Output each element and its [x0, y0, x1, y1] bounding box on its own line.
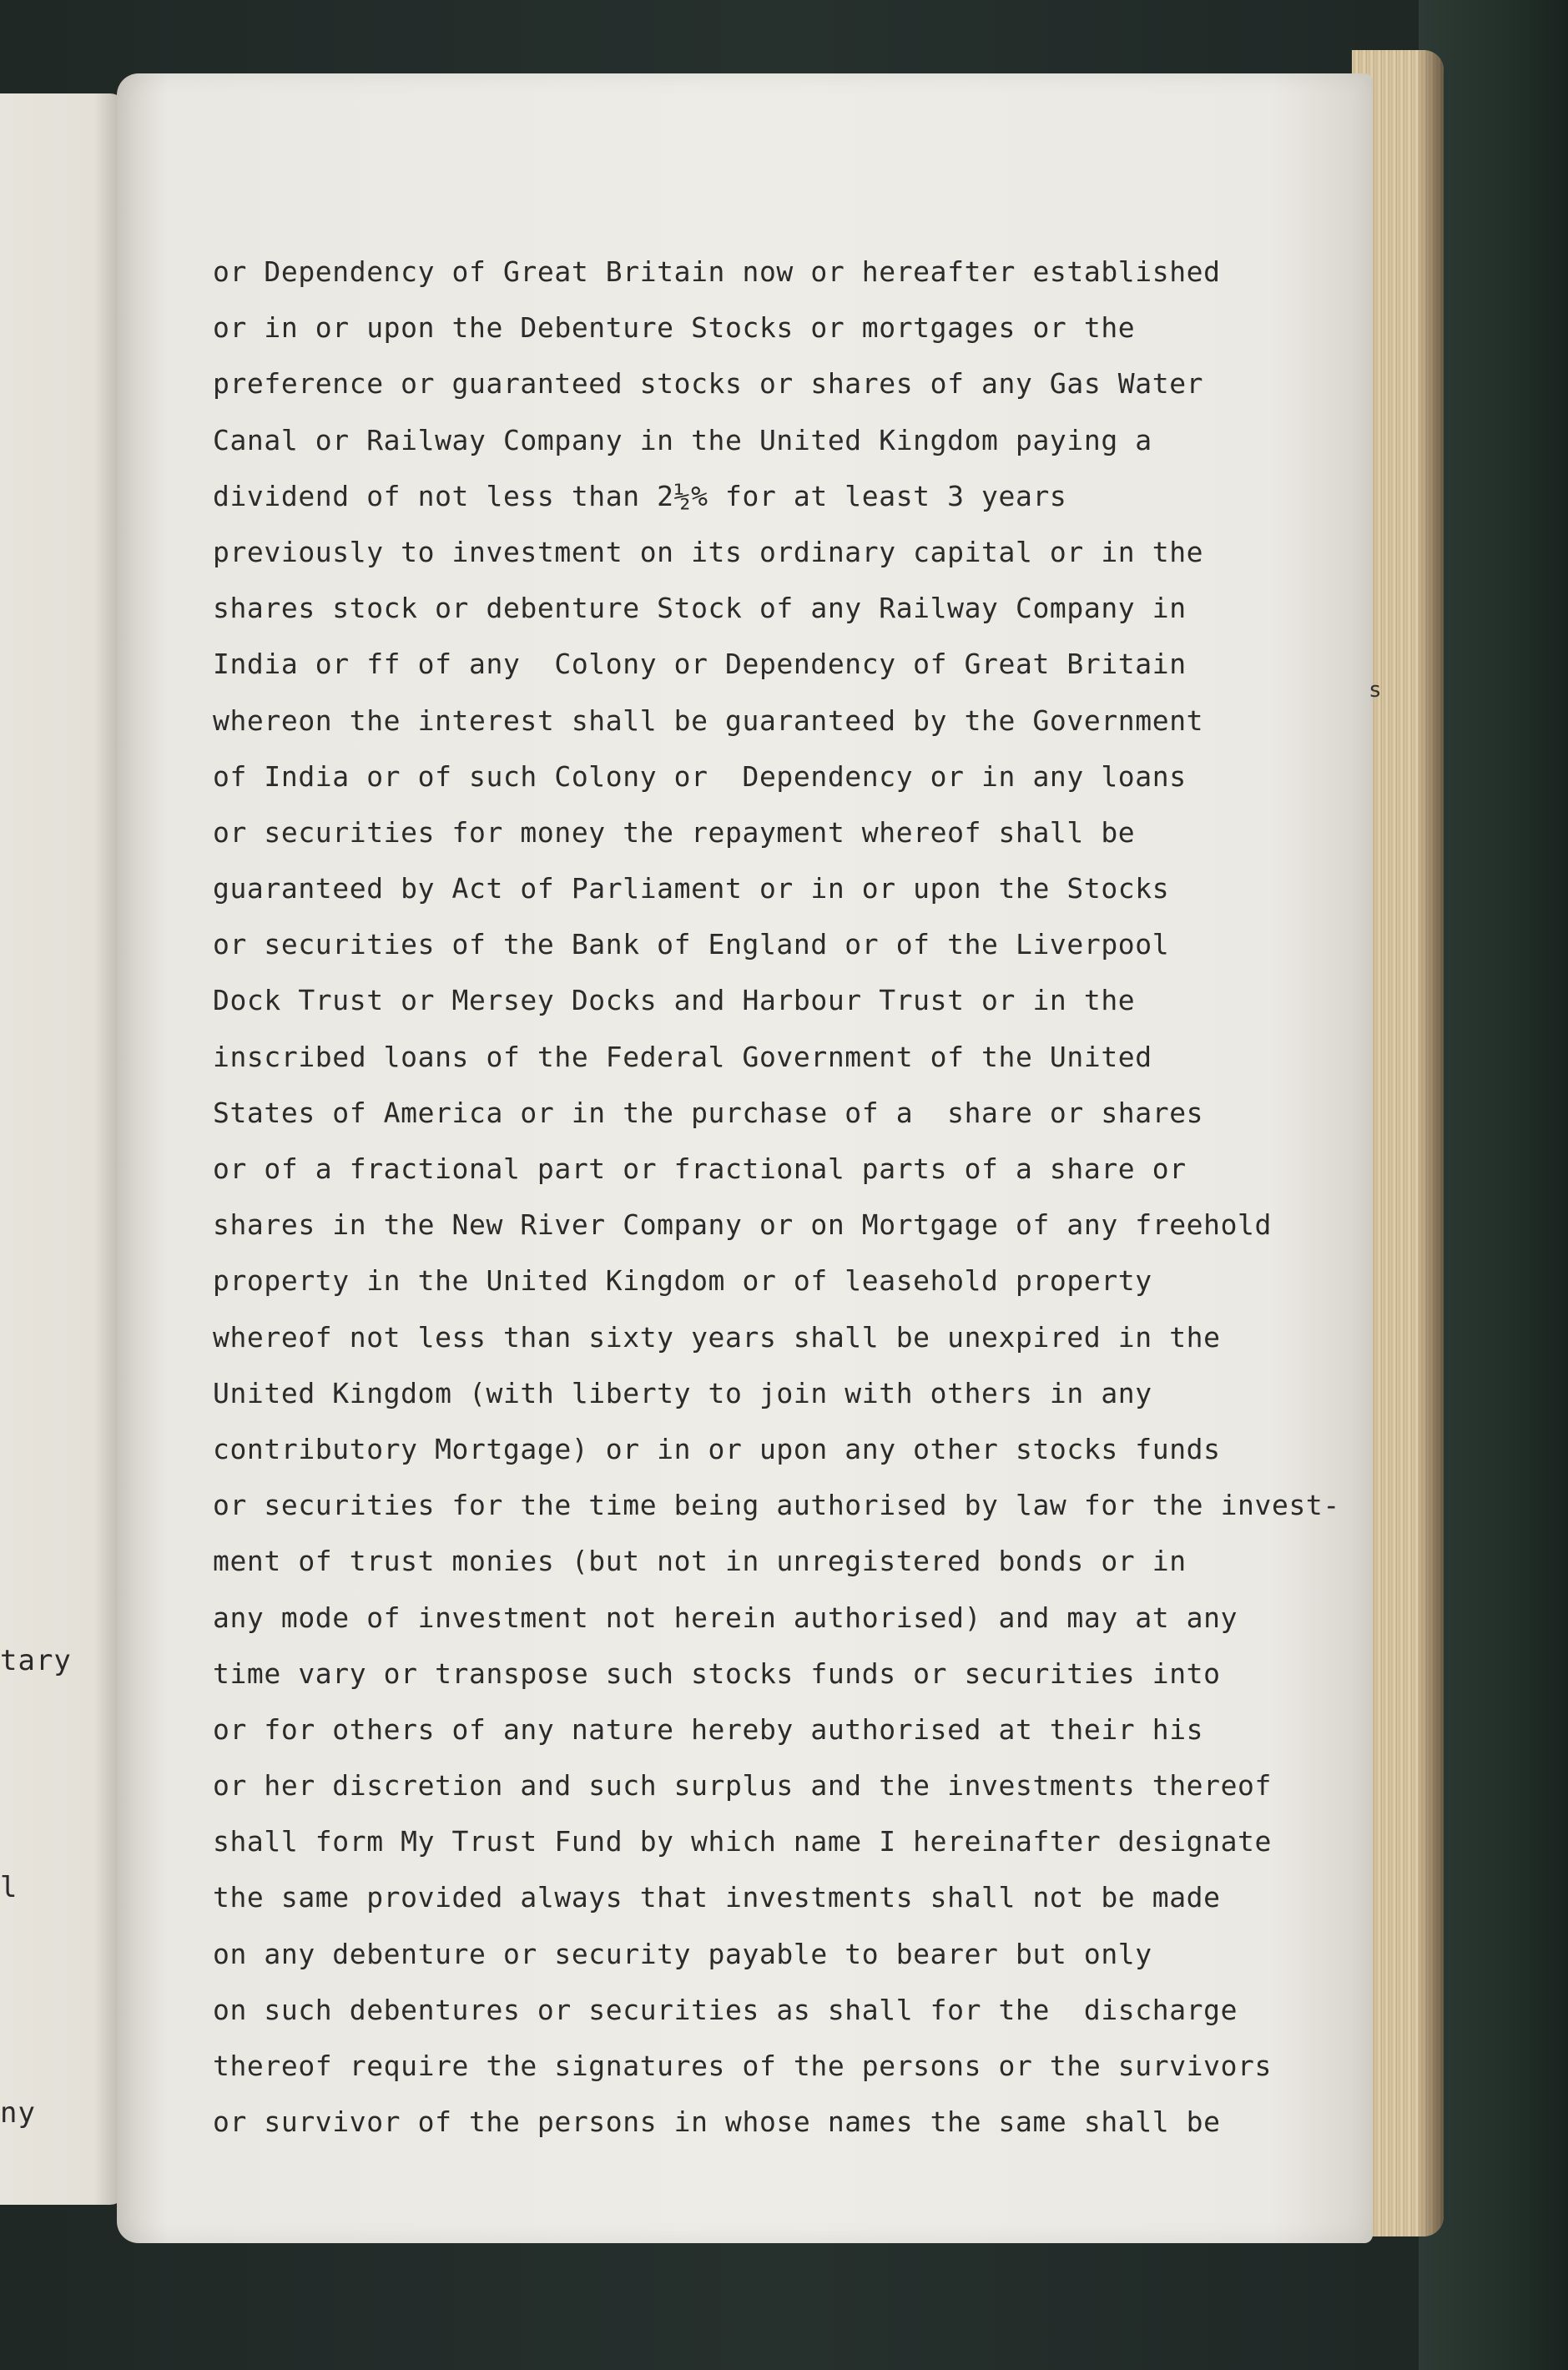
document-line: or in or upon the Debenture Stocks or mortgages or the	[213, 311, 1136, 345]
document-line: or securities of the Bank of England or of the Liverpool	[213, 928, 1170, 961]
document-line: on such debentures or securities as shall for the discharge	[213, 1993, 1238, 2026]
document-line: the same provided always that investments shall not be made	[213, 1881, 1221, 1914]
document-line: or survivor of the persons in whose names the same shall be	[213, 2105, 1221, 2139]
document-line: India or ff of any Colony or Dependency of Great Britain	[213, 648, 1187, 681]
document-line: any mode of investment not herein authorised) and may at any	[213, 1601, 1238, 1634]
document-line: or of a fractional part or fractional parts of a share or	[213, 1152, 1187, 1185]
document-line: shares stock or debenture Stock of any Railway Company in	[213, 592, 1187, 625]
document-line: shall form My Trust Fund by which name I hereinafter designate	[213, 1825, 1272, 1858]
left-page-fragment: l	[0, 1871, 18, 1904]
document-line: thereof require the signatures of the persons or the survivors	[213, 2050, 1272, 2082]
document-line: preference or guaranteed stocks or shares of any Gas Water	[213, 367, 1204, 401]
document-line: United Kingdom (with liberty to join with others in any	[213, 1376, 1152, 1409]
document-line: Dock Trust or Mersey Docks and Harbour Trust or in the	[213, 984, 1136, 1017]
left-page-fragment: ny	[0, 2096, 36, 2130]
typed-text-block	[213, 244, 1339, 2150]
left-page	[0, 93, 125, 2205]
document-line: or Dependency of Great Britain now or hereafter established	[213, 255, 1221, 288]
document-line: whereon the interest shall be guaranteed by the Government	[213, 703, 1204, 737]
document-line: or for others of any nature hereby authorised at their his	[213, 1712, 1204, 1746]
document-line: ment of trust monies (but not in unregistered bonds or in	[213, 1545, 1187, 1578]
document-line: property in the United Kingdom or of leasehold property	[213, 1264, 1152, 1298]
document-line: dividend of not less than 2½% for at least 3 years	[213, 479, 1067, 512]
document-line: or her discretion and such surplus and the investments thereof	[213, 1769, 1272, 1803]
margin-mark: s	[1369, 678, 1382, 703]
document-line: or securities for money the repayment whereof shall be	[213, 815, 1136, 849]
document-line: inscribed loans of the Federal Government of the United	[213, 1040, 1152, 1073]
document-line: previously to investment on its ordinary capital or in the	[213, 535, 1204, 568]
document-line: whereof not less than sixty years shall be unexpired in the	[213, 1320, 1221, 1354]
document-line: contributory Mortgage) or in or upon any other stocks funds	[213, 1432, 1221, 1465]
document-line: or securities for the time being authorised by law for the invest-	[213, 1489, 1340, 1522]
document-line: of India or of such Colony or Dependency or in any loans	[213, 759, 1187, 793]
left-page-fragment: tary	[0, 1644, 72, 1677]
document-line: on any debenture or security payable to bearer but only	[213, 1937, 1152, 1970]
document-line: shares in the New River Company or on Mortgage of any freehold	[213, 1208, 1272, 1242]
document-line: time vary or transpose such stocks funds or securities into	[213, 1656, 1221, 1690]
document-line: States of America or in the purchase of a share or shares	[213, 1096, 1204, 1129]
document-line: guaranteed by Act of Parliament or in or upon the Stocks	[213, 872, 1170, 905]
document-line: Canal or Railway Company in the United Kingdom paying a	[213, 423, 1152, 456]
